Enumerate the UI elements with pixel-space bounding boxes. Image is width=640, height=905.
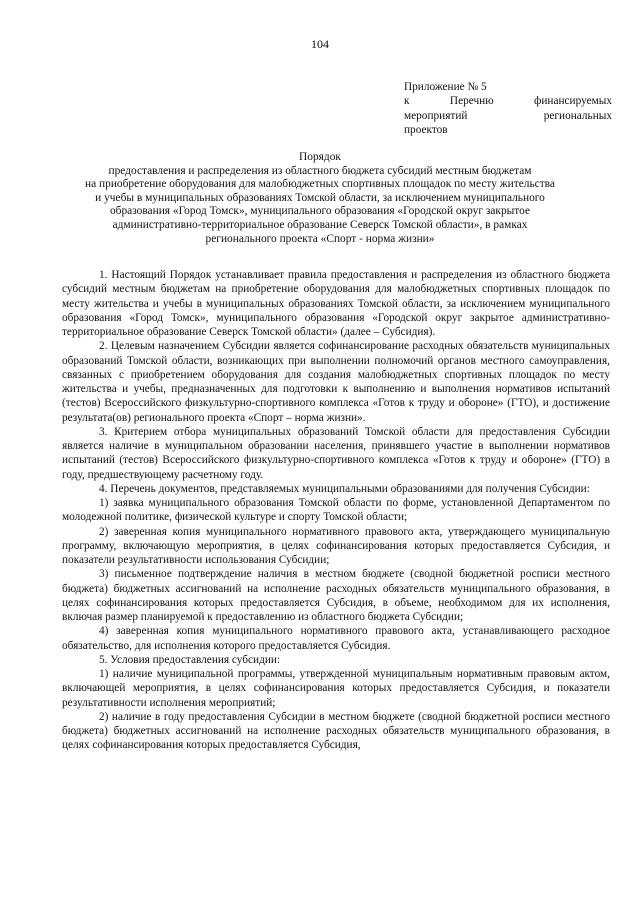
- heading-line: регионального проекта «Спорт - норма жизни»: [205, 232, 435, 245]
- paragraph: 2. Целевым назначением Субсидии является софинансирование расходных обязательств муниципальных образований Томской области, возникающих при выполнении полномочий органов местного самоуправления, связанных с приобретением оборудования для создания малобюджетных спортивных площадок по месту жительства и учебы, предназначенных для подготовки к выполнению и выполнения нормативов испытаний (тестов) Всероссийского физкультурно-спортивного комплекса «Готов к труду и обороне» (ГТО), и достижение результата(ов) регионального проекта «Спорт – норма жизни».: [62, 340, 610, 424]
- appendix-line-4: проектов: [404, 124, 448, 137]
- list-item: 1) наличие муниципальной программы, утвержденной муниципальным нормативным правовым актом, включающей мероприятия, в целях софинансирования которых предоставляется Субсидия, и показатели результативности исполнения мероприятий;: [62, 668, 610, 709]
- paragraph: 4. Перечень документов, представляемых муниципальными образованиями для получения Субсидии:: [99, 482, 590, 495]
- list-item: 2) наличие в году предоставления Субсидии в местном бюджете (сводной бюджетной росписи местного бюджета) бюджетных ассигнований на исполнение расходных обязательств муниципального образования, в целях софинансирования которых предоставляется Субсидия,: [62, 710, 610, 752]
- document-heading: [0, 151, 640, 246]
- paragraph: 3. Критерием отбора муниципальных образований Томской области для предоставления Субсидии является наличие в муниципальном образовании населения, принявшего участие в выполнении нормативов испытаний (тестов) Всероссийского физкультурно-спортивного комплекса «Готов к труду и обороне» (ГТО) в году, предшествующему расчетному году.: [62, 425, 610, 481]
- document-body: [62, 268, 610, 753]
- appendix-line-3: мероприятий региональных: [404, 109, 612, 122]
- list-item: 3) письменное подтверждение наличия в местном бюджете (сводной бюджетной росписи местного бюджета) бюджетных ассигнований на исполнение расходных обязательств муниципального образования, в целях софинансирования которых предоставляется Субсидия, в объеме, необходимом для их исполнения, включая размер планируемой к предоставлению из областного бюджета Субсидии;: [62, 568, 610, 623]
- paragraph: 1. Настоящий Порядок устанавливает правила предоставления и распределения из областного бюджета субсидий местным бюджетам на приобретение оборудования для малобюджетных спортивных площадок по месту жительства и учебы в муниципальных образованиях Томской области, за исключением муниципального образования «Город Томск», муниципального образования «Городской округ закрытое административно-территориальное образование Северск Томской области» (далее – Субсидия).: [62, 269, 610, 338]
- appendix-line-1: Приложение № 5: [404, 81, 487, 93]
- heading-line: образования «Город Томск», муниципального образования «Городской округ закрытое: [109, 205, 531, 218]
- page-number: 104: [311, 37, 329, 51]
- paragraph: 5. Условия предоставления субсидии:: [99, 653, 281, 666]
- heading-line: административно-территориальное образование Северск Томской области», в рамках: [112, 218, 528, 231]
- list-item: 4) заверенная копия муниципального нормативного правового акта, устанавливающего расходное обязательство, для исполнения которого предоставляется Субсидия.: [62, 625, 610, 652]
- heading-line: и учебы в муниципальных образованиях Томской области, за исключением муниципального: [95, 191, 545, 204]
- appendix-block: [404, 80, 612, 138]
- heading-line: на приобретение оборудования для малобюджетных спортивных площадок по месту жительства: [85, 178, 555, 191]
- appendix-line-2: к Перечню финансируемых: [404, 95, 612, 108]
- list-item: 2) заверенная копия муниципального нормативного правового акта, утверждающего муниципальную программу, включающую мероприятия, в целях софинансирования которых предоставляется Субсидия, и показатели результативности использования Субсидии;: [62, 525, 610, 566]
- heading-line: предоставления и распределения из областного бюджета субсидий местным бюджетам: [108, 164, 532, 177]
- list-item: 1) заявка муниципального образования Томской области по форме, установленной Департаментом по молодежной политике, физической культуре и спорту Томской области;: [62, 497, 610, 524]
- document-title: Порядок: [299, 151, 341, 163]
